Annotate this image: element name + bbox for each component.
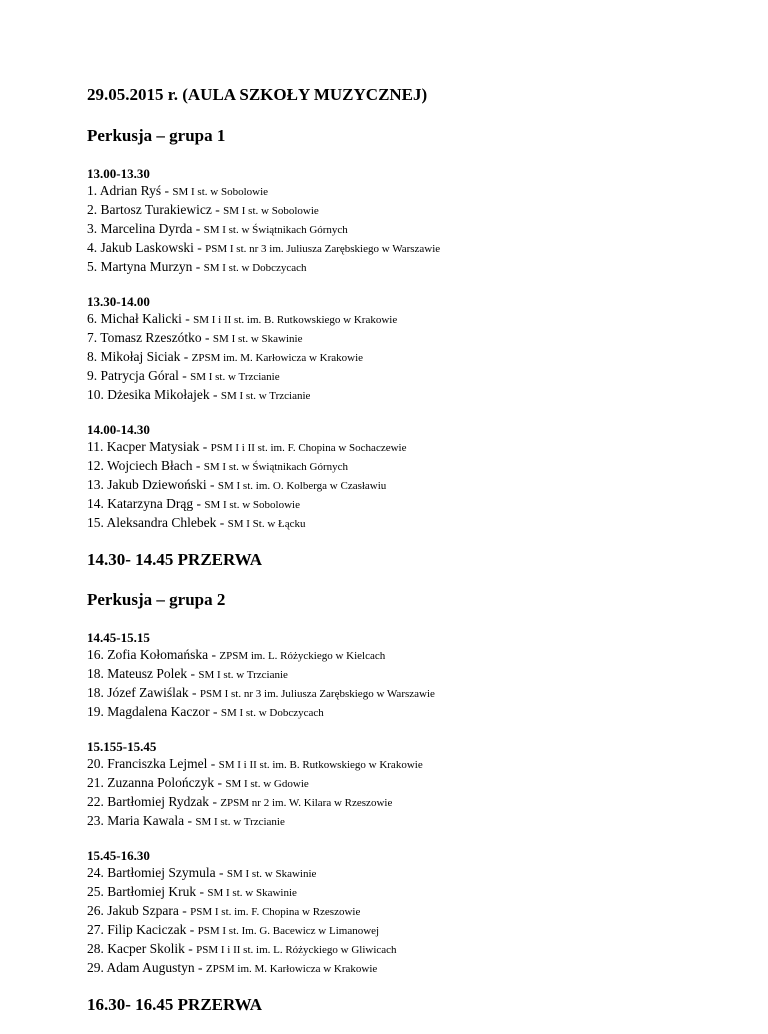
participant-name: Mateusz Polek xyxy=(107,666,188,681)
entry-number: 15. xyxy=(87,515,104,530)
participant-entry: 20. Franciszka Lejmel - SM I i II st. im. B. Rutkowskiego w Krakowie xyxy=(87,756,423,771)
document-title: 29.05.2015 r. (AULA SZKOŁY MUZYCZNEJ) xyxy=(87,85,428,104)
school-name: SM I st. w Gdowie xyxy=(225,778,309,790)
participant-entry: 5. Martyna Murzyn - SM I st. w Dobczycach xyxy=(87,259,307,274)
school-name: SM I st. w Dobczycach xyxy=(203,262,307,274)
participant-name: Adam Augustyn xyxy=(106,960,195,975)
entry-number: 22. xyxy=(87,794,104,809)
entry-number: 8. xyxy=(87,349,98,364)
entry-number: 7. xyxy=(87,330,98,345)
participant-name: Tomasz Rzeszótko xyxy=(100,330,202,345)
slot-time: 13.00-13.30 xyxy=(87,166,150,181)
participant-name: Jakub Szpara xyxy=(107,903,179,918)
participant-entry: 8. Mikołaj Siciak - ZPSM im. M. Karłowicza w Krakowie xyxy=(87,349,364,364)
entry-number: 28. xyxy=(87,941,104,956)
school-name: SM I st. im. O. Kolberga w Czasławiu xyxy=(217,480,387,492)
participant-entry: 26. Jakub Szpara - PSM I st. im. F. Chopina w Rzeszowie xyxy=(87,903,361,918)
time-slot xyxy=(87,165,747,277)
school-name: ZPSM im. M. Karłowicza w Krakowie xyxy=(191,352,364,364)
group-title: Perkusja – grupa 2 xyxy=(87,590,226,609)
slot-time: 15.155-15.45 xyxy=(87,739,157,754)
school-name: SM I st. w Skawinie xyxy=(207,887,297,899)
school-name: SM I st. w Trzcianie xyxy=(198,669,288,681)
participant-name: Bartosz Turakiewicz xyxy=(100,202,212,217)
participant-name: Adrian Ryś xyxy=(99,183,162,198)
participant-entry: 12. Wojciech Błach - SM I st. w Świątnikach Górnych xyxy=(87,458,348,473)
school-name: SM I i II st. im. B. Rutkowskiego w Krakowie xyxy=(193,314,398,326)
school-name: SM I st. w Trzcianie xyxy=(195,816,285,828)
slot-time: 14.00-14.30 xyxy=(87,422,150,437)
entry-number: 23. xyxy=(87,813,104,828)
participant-entry: 16. Zofia Kołomańska - ZPSM im. L. Różyckiego w Kielcach xyxy=(87,647,386,662)
participant-entry: 21. Zuzanna Polończyk - SM I st. w Gdowie xyxy=(87,775,309,790)
participant-name: Dżesika Mikołajek xyxy=(107,387,210,402)
participant-name: Zofia Kołomańska xyxy=(107,647,209,662)
entry-number: 21. xyxy=(87,775,104,790)
slot-time: 15.45-16.30 xyxy=(87,848,150,863)
school-name: ZPSM nr 2 im. W. Kilara w Rzeszowie xyxy=(220,797,393,809)
participant-name: Aleksandra Chlebek xyxy=(106,515,217,530)
entry-number: 11. xyxy=(87,439,104,454)
school-name: SM I st. w Sobolowie xyxy=(204,499,300,511)
entry-number: 16. xyxy=(87,647,104,662)
school-name: SM I st. w Sobolowie xyxy=(223,205,319,217)
school-name: PSM I st. im. F. Chopina w Rzeszowie xyxy=(190,906,361,918)
participant-entry: 9. Patrycja Góral - SM I st. w Trzcianie xyxy=(87,368,280,383)
participant-entry: 7. Tomasz Rzeszótko - SM I st. w Skawinie xyxy=(87,330,303,345)
entry-number: 18. xyxy=(87,685,104,700)
school-name: SM I st. w Świątnikach Górnych xyxy=(203,224,348,236)
entry-number: 3. xyxy=(87,221,98,236)
time-slot xyxy=(87,421,747,533)
entry-number: 14. xyxy=(87,496,104,511)
entry-number: 5. xyxy=(87,259,98,274)
entry-number: 27. xyxy=(87,922,104,937)
school-name: SM I st. w Świątnikach Górnych xyxy=(203,461,348,473)
participant-entry: 15. Aleksandra Chlebek - SM I St. w Łącku xyxy=(87,515,306,530)
school-name: SM I st. w Skawinie xyxy=(226,868,317,880)
participant-entry: 25. Bartłomiej Kruk - SM I st. w Skawinie xyxy=(87,884,297,899)
entry-number: 29. xyxy=(87,960,104,975)
school-name: SM I st. w Sobolowie xyxy=(172,186,269,198)
slot-time: 14.45-15.15 xyxy=(87,630,150,645)
school-name: ZPSM im. M. Karłowicza w Krakowie xyxy=(205,963,378,975)
participant-entry: 2. Bartosz Turakiewicz - SM I st. w Sobolowie xyxy=(87,202,319,217)
entry-number: 24. xyxy=(87,865,104,880)
participant-entry: 18. Mateusz Polek - SM I st. w Trzcianie xyxy=(87,666,288,681)
participant-name: Patrycja Góral xyxy=(100,368,179,383)
participant-entry: 1. Adrian Ryś - SM I st. w Sobolowie xyxy=(87,183,269,198)
participant-entry: 23. Maria Kawala - SM I st. w Trzcianie xyxy=(87,813,285,828)
break-heading: 16.30- 16.45 PRZERWA xyxy=(87,995,263,1014)
schedule-document xyxy=(87,84,747,1034)
participant-entry: 24. Bartłomiej Szymula - SM I st. w Skawinie xyxy=(87,865,317,880)
participant-entry: 28. Kacper Skolik - PSM I i II st. im. L. Różyckiego w Gliwicach xyxy=(87,941,397,956)
participant-name: Franciszka Lejmel xyxy=(107,756,208,771)
entry-number: 1. xyxy=(87,183,98,198)
participant-name: Bartłomiej Szymula xyxy=(107,865,216,880)
school-name: SM I st. w Trzcianie xyxy=(220,390,311,402)
time-slot xyxy=(87,847,747,978)
time-slot xyxy=(87,629,747,722)
participant-name: Filip Kaciczak xyxy=(107,922,187,937)
participant-entry: 10. Dżesika Mikołajek - SM I st. w Trzcianie xyxy=(87,387,311,402)
school-name: SM I St. w Łącku xyxy=(227,518,306,530)
participant-name: Jakub Laskowski xyxy=(100,240,194,255)
participant-name: Bartłomiej Rydzak xyxy=(107,794,210,809)
entry-number: 19. xyxy=(87,704,104,719)
participant-entry: 18. Józef Zawiślak - PSM I st. nr 3 im. Juliusza Zarębskiego w Warszawie xyxy=(87,685,435,700)
participant-name: Martyna Murzyn xyxy=(100,259,193,274)
time-slot xyxy=(87,293,747,405)
participant-name: Marcelina Dyrda xyxy=(100,221,193,236)
participant-entry: 29. Adam Augustyn - ZPSM im. M. Karłowicza w Krakowie xyxy=(87,960,378,975)
participant-name: Kacper Matysiak xyxy=(106,439,200,454)
participant-name: Jakub Dziewoński xyxy=(107,477,207,492)
participant-entry: 4. Jakub Laskowski - PSM I st. nr 3 im. Juliusza Zarębskiego w Warszawie xyxy=(87,240,441,255)
school-name: PSM I st. Im. G. Bacewicz w Limanowej xyxy=(197,925,380,937)
participant-entry: 13. Jakub Dziewoński - SM I st. im. O. Kolberga w Czasławiu xyxy=(87,477,387,492)
time-slot xyxy=(87,738,747,831)
participant-entry: 22. Bartłomiej Rydzak - ZPSM nr 2 im. W. Kilara w Rzeszowie xyxy=(87,794,393,809)
participant-name: Maria Kawala xyxy=(107,813,185,828)
school-name: SM I st. w Trzcianie xyxy=(190,371,280,383)
entry-number: 18. xyxy=(87,666,104,681)
entry-number: 12. xyxy=(87,458,104,473)
participant-name: Michał Kalicki xyxy=(100,311,182,326)
groups-container xyxy=(87,125,747,1016)
participant-name: Bartłomiej Kruk xyxy=(107,884,197,899)
school-name: PSM I st. nr 3 im. Juliusza Zarębskiego w Warszawie xyxy=(199,688,435,700)
participant-entry: 19. Magdalena Kaczor - SM I st. w Dobczycach xyxy=(87,704,324,719)
entry-number: 6. xyxy=(87,311,98,326)
entry-number: 26. xyxy=(87,903,104,918)
entry-number: 2. xyxy=(87,202,98,217)
participant-entry: 27. Filip Kaciczak - PSM I st. Im. G. Bacewicz w Limanowej xyxy=(87,922,380,937)
participant-name: Kacper Skolik xyxy=(107,941,185,956)
entry-number: 4. xyxy=(87,240,98,255)
break-heading: 14.30- 14.45 PRZERWA xyxy=(87,550,263,569)
participant-entry: 14. Katarzyna Drąg - SM I st. w Sobolowie xyxy=(87,496,300,511)
school-name: PSM I st. nr 3 im. Juliusza Zarębskiego w Warszawie xyxy=(205,243,441,255)
school-name: ZPSM im. L. Różyckiego w Kielcach xyxy=(219,650,386,662)
school-name: SM I st. w Skawinie xyxy=(212,333,303,345)
entry-number: 13. xyxy=(87,477,104,492)
participant-entry: 6. Michał Kalicki - SM I i II st. im. B. Rutkowskiego w Krakowie xyxy=(87,311,398,326)
entry-number: 9. xyxy=(87,368,98,383)
school-name: SM I i II st. im. B. Rutkowskiego w Krakowie xyxy=(218,759,423,771)
participant-entry: 3. Marcelina Dyrda - SM I st. w Świątnikach Górnych xyxy=(87,221,348,236)
entry-number: 25. xyxy=(87,884,104,899)
slot-time: 13.30-14.00 xyxy=(87,294,150,309)
participant-name: Magdalena Kaczor xyxy=(107,704,210,719)
entry-number: 20. xyxy=(87,756,104,771)
participant-name: Wojciech Błach xyxy=(107,458,193,473)
school-name: SM I st. w Dobczycach xyxy=(220,707,324,719)
school-name: PSM I i II st. im. L. Różyckiego w Gliwicach xyxy=(196,944,397,956)
participant-name: Mikołaj Siciak xyxy=(100,349,181,364)
participant-entry: 11. Kacper Matysiak - PSM I i II st. im. F. Chopina w Sochaczewie xyxy=(87,439,407,454)
participant-name: Zuzanna Polończyk xyxy=(107,775,215,790)
group-title: Perkusja – grupa 1 xyxy=(87,126,226,145)
participant-name: Katarzyna Drąg xyxy=(107,496,194,511)
entry-number: 10. xyxy=(87,387,104,402)
school-name: PSM I i II st. im. F. Chopina w Sochaczewie xyxy=(210,442,407,454)
participant-name: Józef Zawiślak xyxy=(107,685,189,700)
